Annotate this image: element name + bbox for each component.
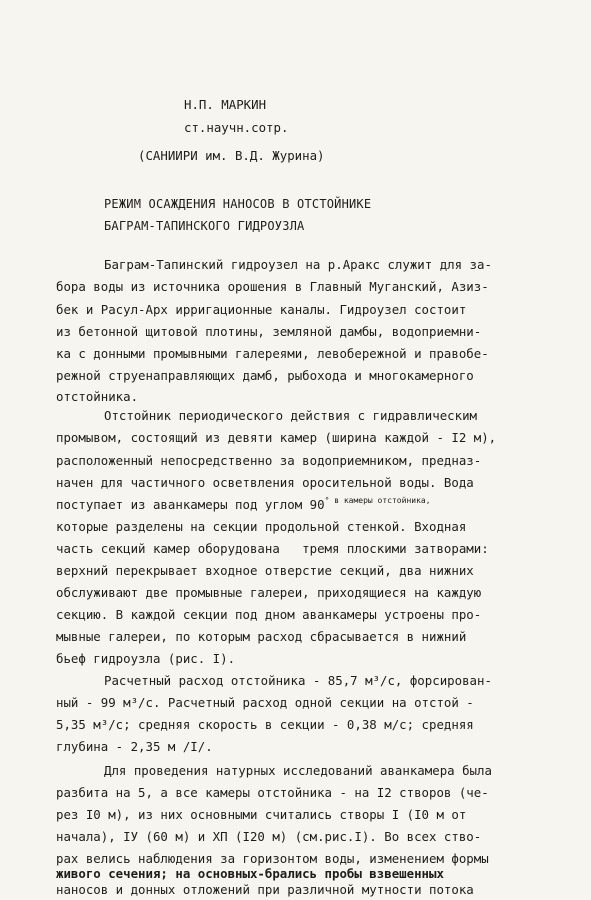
paragraph-3-line: Расчетный расход отстойника - 85,7 м³/с, форсирован- [104, 673, 492, 688]
paragraph-4-line: живого сечения; на основных-брались пробы взвешенных [56, 866, 444, 881]
paragraph-4-line: разбита на 5, а все камеры отстойника - на I2 створов (че- [56, 785, 489, 800]
paragraph-2-line: начен для частичного осветвления оросительной воды. Вода [56, 475, 474, 490]
paragraph-2-line: часть секций камер оборудована тремя плоскими затворами: [56, 541, 489, 556]
paragraph-2-line: мывные галереи, по которым расход сбрасывается в нижний [56, 629, 467, 644]
paragraph-1-line: бек и Расул-Арх ирригационные каналы. Гидроузел состоит [56, 302, 467, 317]
paragraph-1-line: Баграм-Тапинский гидроузел на р.Аракс служит для за- [104, 257, 492, 272]
paragraph-1-line: из бетонной щитовой плотины, земляной дамбы, водоприемни- [56, 324, 482, 339]
article-title-line-1: РЕЖИМ ОСАЖДЕНИЯ НАНОСОВ В ОТСТОЙНИКЕ [104, 197, 372, 211]
paragraph-3-line: ный - 99 м³/с. Расчетный расход одной секции на отстой - [56, 695, 474, 710]
paragraph-4-line: рах велись наблюдения за горизонтом воды, изменением формы [56, 851, 489, 866]
paragraph-2-line: Отстойник периодического действия с гидравлическим [104, 408, 477, 423]
paragraph-2-line: которые разделены на секции продольной стенкой. Входная [56, 519, 467, 534]
author-name: Н.П. МАРКИН [184, 97, 267, 112]
paragraph-3-line: глубина - 2,35 м /I/. [56, 739, 213, 754]
paragraph-2-line: обслуживают две промывные галереи, приходящиеся на каждую [56, 585, 482, 600]
paragraph-2-line: поступает из аванкамеры под углом $90^{^\circ в камеры отстойника,}$ [56, 495, 431, 512]
paragraph-2-line: верхний перекрывает входное отверстие секций, два нижних [56, 563, 474, 578]
paragraph-4-line: наносов и донных отложений при различной мутности потока [56, 882, 474, 897]
paragraph-4-line: начала), IУ (60 м) и XП (I20 м) (см.рис.I). Во всех ство- [56, 829, 482, 844]
paragraph-2-line: бьеф гидроузла (рис. I). [56, 651, 236, 666]
paragraph-1-line: отстойника. [56, 389, 139, 404]
author-position: ст.научн.сотр. [184, 120, 289, 135]
paragraph-3-line: 5,35 м³/с; средняя скорость в секции - 0,38 м/с; средняя [56, 717, 474, 732]
paragraph-2-line: секцию. В каждой секции под дном аванкамеры устроены про- [56, 607, 482, 622]
paragraph-1-line: бора воды из источника орошения в Главный Муганский, Азиз- [56, 279, 489, 294]
author-institution: (САНИИРИ им. В.Д. Журина) [138, 148, 325, 163]
paragraph-1-line: ка с донными промывными галереями, левобережной и правобе- [56, 346, 489, 361]
paragraph-4-line: рез I0 м), из них основными считались створы I (I0 м от [56, 807, 467, 822]
paragraph-4-line: Для проведения натурных исследований аванкамера была [104, 763, 492, 778]
paragraph-2-line: расположенный непосредственно за водоприемником, предназ- [56, 453, 482, 468]
paragraph-2-line: промывом, состоящий из девяти камер (ширина каждой - I2 м), [56, 430, 497, 445]
paragraph-1-line: режной струенаправляющих дамб, рыбохода и многокамерного [56, 368, 474, 383]
article-title-line-2: БАГРАМ-ТАПИНСКОГО ГИДРОУЗЛА [104, 219, 305, 233]
